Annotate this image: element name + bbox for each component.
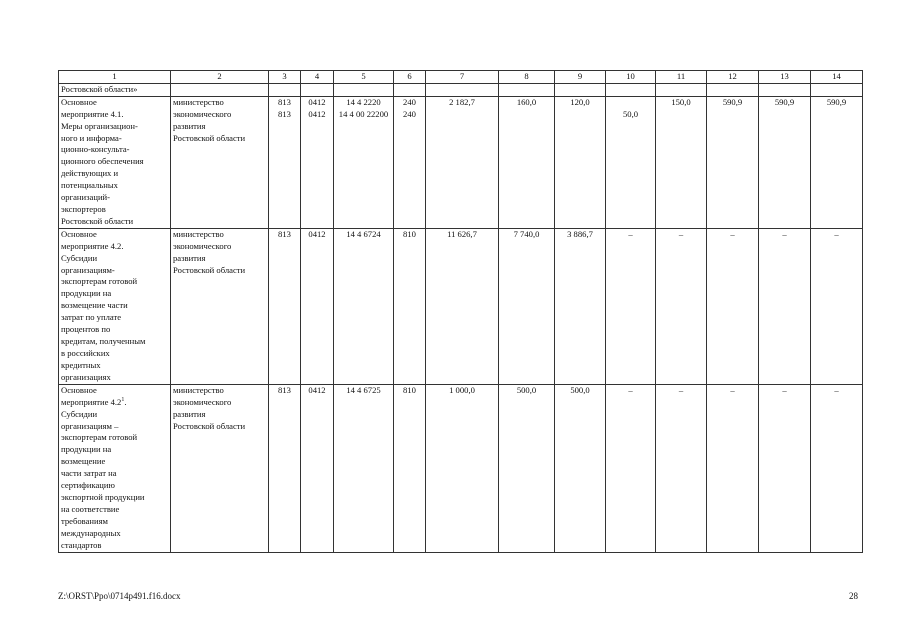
header-cell: 13: [759, 71, 811, 84]
measure-name-cell: Основное мероприятие $4.2^1$. Субсидии организациям – экспортерам готовой продукции на возмещение части затрат на сертификацию экспортной продукции на соответствие требованиям международных стандартов: [59, 384, 171, 552]
code-cell: 813: [269, 228, 301, 384]
header-cell: 1: [59, 71, 171, 84]
header-cell: 9: [555, 71, 606, 84]
continuation-row: [59, 83, 863, 96]
value-cell: 500,0: [499, 384, 555, 552]
code-cell: 0412: [301, 228, 334, 384]
code-cell: 813 813: [269, 96, 301, 228]
continuation-cell: Ростовской области»: [59, 83, 171, 96]
value-cell: 590,9: [811, 96, 863, 228]
value-cell: 1 000,0: [426, 384, 499, 552]
value-cell: 7 740,0: [499, 228, 555, 384]
value-cell: 160,0: [499, 96, 555, 228]
executor-cell: министерство экономического развития Ростовской области: [171, 96, 269, 228]
header-cell: 3: [269, 71, 301, 84]
value-cell: 500,0: [555, 384, 606, 552]
measure-name-cell: Основное мероприятие 4.2. Субсидии организациям- экспортерам готовой продукции на возмещение части затрат по уплате процентов по кредитам, полученным в российских кредитных организациях: [59, 228, 171, 384]
measure-name-cell: Основное мероприятие 4.1. Меры организацион- ного и информа- ционно-консульта- ционного обеспечения действующих и потенциальных организаций- экспортеров Ростовской области: [59, 96, 171, 228]
value-cell: 590,9: [759, 96, 811, 228]
value-cell: 2 182,7: [426, 96, 499, 228]
code-cell: 14 4 6724: [334, 228, 394, 384]
budget-table: [58, 70, 863, 553]
header-cell: 7: [426, 71, 499, 84]
value-cell: –: [606, 384, 656, 552]
value-cell: –: [707, 228, 759, 384]
header-cell: 2: [171, 71, 269, 84]
value-cell: 120,0: [555, 96, 606, 228]
header-cell: 4: [301, 71, 334, 84]
code-cell: 240 240: [394, 96, 426, 228]
value-cell: 150,0: [656, 96, 707, 228]
header-cell: 14: [811, 71, 863, 84]
header-cell: 10: [606, 71, 656, 84]
value-cell: –: [606, 228, 656, 384]
value-cell: –: [759, 384, 811, 552]
executor-cell: министерство экономического развития Ростовской области: [171, 228, 269, 384]
value-cell: –: [759, 228, 811, 384]
value-cell: –: [656, 228, 707, 384]
table-row: [59, 384, 863, 552]
header-cell: 11: [656, 71, 707, 84]
table-row: [59, 96, 863, 228]
code-cell: 14 4 6725: [334, 384, 394, 552]
value-cell: –: [707, 384, 759, 552]
header-cell: 8: [499, 71, 555, 84]
code-cell: 0412: [301, 384, 334, 552]
code-cell: 813: [269, 384, 301, 552]
code-cell: 0412 0412: [301, 96, 334, 228]
value-cell: –: [656, 384, 707, 552]
value-cell: 3 886,7: [555, 228, 606, 384]
code-cell: 810: [394, 228, 426, 384]
value-cell: 590,9: [707, 96, 759, 228]
value-cell: 11 626,7: [426, 228, 499, 384]
code-cell: 810: [394, 384, 426, 552]
value-cell: –: [811, 228, 863, 384]
header-cell: 5: [334, 71, 394, 84]
value-cell: 50,0: [606, 96, 656, 228]
value-cell: –: [811, 384, 863, 552]
header-row: [59, 71, 863, 84]
code-cell: 14 4 2220 14 4 00 22200: [334, 96, 394, 228]
executor-cell: министерство экономического развития Ростовской области: [171, 384, 269, 552]
header-cell: 6: [394, 71, 426, 84]
table-row: [59, 228, 863, 384]
page-number: 28: [849, 591, 858, 601]
file-path: Z:\ORST\Ppo\0714p491.f16.docx: [58, 591, 181, 601]
header-cell: 12: [707, 71, 759, 84]
